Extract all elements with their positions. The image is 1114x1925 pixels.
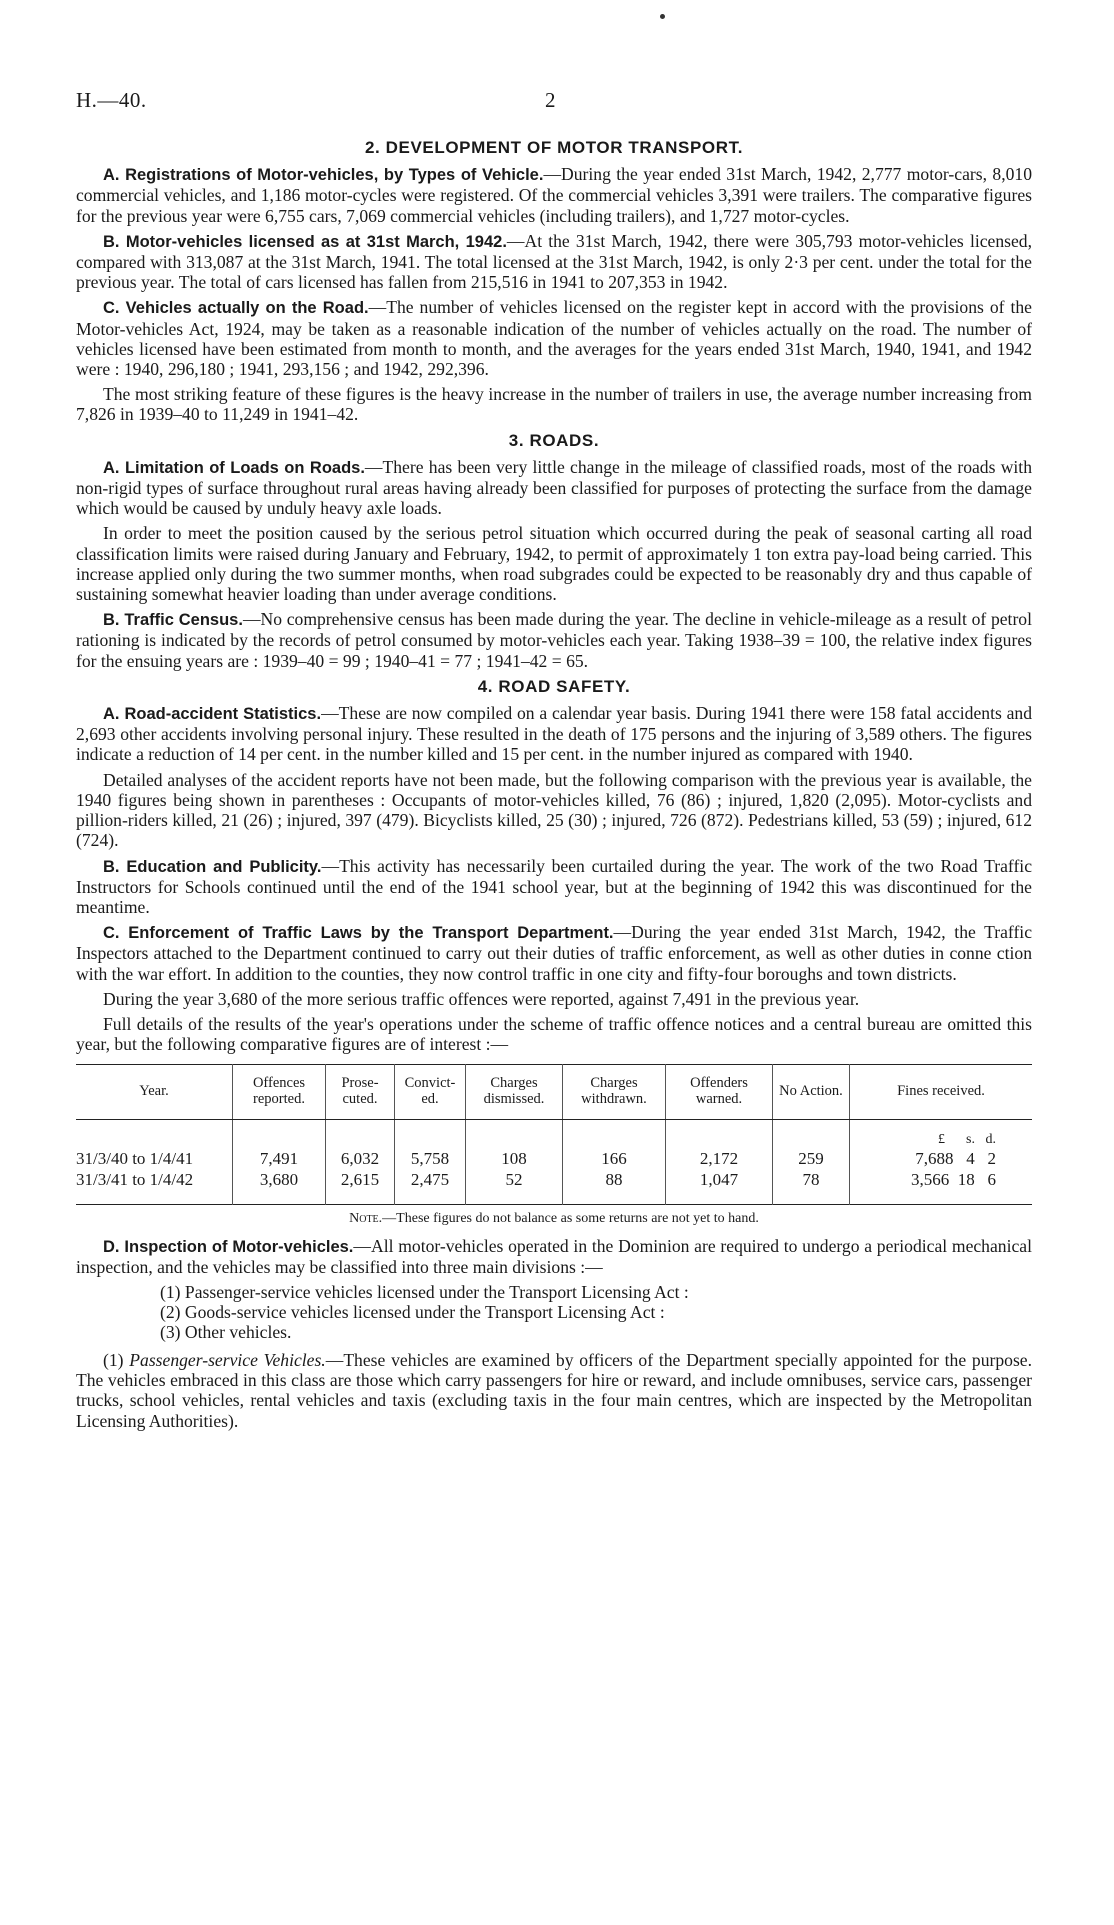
cell-year: 31/3/41 to 1/4/42 (76, 1169, 233, 1205)
paragraph-accident-analyses: Detailed analyses of the accident reports have not been made, but the following comparison with the previous year is available, the 1940 figures being shown in parentheses : Occupants of motor-vehicles killed, 76 (86) ; injured, 1,820 (2,095). Motor-cyclists and pillion-riders killed, 21 (26) ; injured, 397 (479). Bicyclists killed, 25 (30) ; injured, 726 (872). Pedestrians killed, 53 (59) ; injured, 612 (724). (76, 769, 1032, 851)
column-header-offenders-warned: Offenders warned. (666, 1065, 773, 1120)
table-note (76, 1209, 1032, 1229)
paragraph-passenger-service (76, 1350, 1032, 1431)
paragraph-text: —All motor-vehicles operated in the Dominion are required to undergo a periodical mechanical inspection, and the vehicles may be classified into three main divisions :— (76, 1235, 1032, 1277)
column-header-prosecuted: Prose-cuted. (326, 1065, 395, 1120)
cell-offenders-warned: 1,047 (666, 1169, 773, 1205)
section-heading-roads: 3. ROADS. (508, 430, 600, 450)
page-identifier: H.—40. (76, 88, 147, 112)
column-header-convicted: Convict-ed. (395, 1065, 466, 1120)
run-in-heading: B. Motor-vehicles licensed as at 31st March, 1942. (103, 232, 507, 251)
paragraph-text: —This activity has necessarily been curtailed during the year. The work of the two Road Traffic Instructors for Schools continued until the end of the 1941 school year, but at the beginning of 1942 this was discontinued for the meantime. (76, 855, 1032, 917)
paragraph-load-limitation (76, 457, 1032, 519)
paragraph-full-details: Full details of the results of the year's operations under the scheme of traffic offence notices and a central bureau are omitted this year, but the following comparative figures are of interest :— (76, 1013, 1032, 1055)
paragraph-text: —During the year ended 31st March, 1942, the Traffic Inspectors attached to the Department continued to carry out their duties of traffic enforcement, as well as other duties in conne ction with the war effort. In addition to the counties, they now control traffic in one city and fifty-four boroughs and town districts. (76, 922, 1032, 984)
cell-offenders-warned: 2,172 (666, 1148, 773, 1169)
cell-year: 31/3/40 to 1/4/41 (76, 1148, 233, 1169)
cell-no-action: 259 (773, 1148, 850, 1169)
run-in-heading: B. Education and Publicity. (103, 857, 322, 876)
paragraph-education (76, 856, 1032, 918)
paragraph-text: —These are now compiled on a calendar year basis. During 1941 there were 158 fatal accidents and 2,693 other accidents involving personal injury. These resulted in the death of 175 persons and the injuring of 3,589 others. The figures indicate a reduction of 14 per cent. in the number killed and 15 per cent. in the number injured as compared with 1940. (76, 703, 1032, 765)
column-header-no-action: No Action. (773, 1065, 850, 1120)
paragraph-licensed (76, 231, 1032, 293)
cell-fines-received: 7,688 4 2 (915, 1149, 996, 1169)
paragraph-offences-reported: During the year 3,680 of the more serious traffic offences were reported, against 7,491 in the previous year. (103, 988, 860, 1009)
paragraph-enforcement (76, 922, 1032, 984)
page-content (76, 132, 1032, 1436)
cell-prosecuted: 2,615 (326, 1169, 395, 1205)
paragraph-text: —At the 31st March, 1942, there were 305,793 motor-vehicles licensed, compared with 313,087 at the 31st March, 1941. The total licensed at the 31st March, 1942, is only 2·3 per cent. under the total for the previous year. The total of cars licensed has fallen from 215,516 in 1941 to 207,353 in 1942. (76, 230, 1032, 293)
column-header-year: Year. (76, 1065, 233, 1120)
paragraph-inspection (76, 1236, 1032, 1277)
paragraph-accident-statistics (76, 703, 1032, 765)
cell-convicted: 2,475 (395, 1169, 466, 1205)
cell-charges-withdrawn: 166 (563, 1148, 666, 1169)
vehicle-divisions-list (76, 1282, 1032, 1342)
run-in-heading: A. Limitation of Loads on Roads. (103, 458, 365, 477)
list-item: (2) Goods-service vehicles licensed under the Transport Licensing Act : (160, 1301, 665, 1322)
column-header-offences-reported: Offences reported. (233, 1065, 326, 1120)
note-text: —These figures do not balance as some returns are not yet to hand. (382, 1211, 759, 1227)
list-item: (3) Other vehicles. (160, 1321, 292, 1342)
paragraph-text: —No comprehensive census has been made during the year. The decline in vehicle-mileage as a result of petrol rationing is indicated by the records of petrol consumed by motor-vehicles each year. Taking 1938–39 = 100, the relative index figures for the ensuing years are : 1939–40 = 99 ; 1940–41 = 77 ; 1941–42 = 65. (76, 609, 1032, 671)
column-header-charges-dismissed: Charges dismissed. (466, 1065, 563, 1120)
note-label: Note. (349, 1211, 383, 1227)
run-in-heading: A. Registrations of Motor-vehicles, by Types of Vehicle. (103, 166, 544, 185)
table-row (76, 1169, 1032, 1205)
run-in-heading: C. Enforcement of Traffic Laws by the Transport Department. (103, 924, 614, 943)
column-header-charges-withdrawn: Charges withdrawn. (563, 1065, 666, 1120)
list-item: (1) Passenger-service vehicles licensed under the Transport Licensing Act : (160, 1281, 689, 1302)
item-number: (1) (103, 1349, 124, 1370)
paragraph-vehicles-on-road (76, 297, 1032, 379)
fines-units-label: £ s. d. (938, 1132, 996, 1148)
cell-charges-dismissed: 108 (466, 1148, 563, 1169)
traffic-offences-table (76, 1064, 1032, 1205)
print-mark (660, 14, 665, 19)
paragraph-text: —The number of vehicles licensed on the register kept in accord with the provisions of the Motor-vehicles Act, 1924, may be taken as a reasonable indication of the number of vehicles actually on the road. The number of vehicles licensed have been estimated from month to month, and the averages for the years ended 31st March, 1940, 1941, and 1942 were : 1940, 296,180 ; 1941, 293,156 ; and 1942, 292,396. (76, 297, 1032, 380)
cell-offences-reported: 3,680 (233, 1169, 326, 1205)
section-heading-motor-transport: 2. DEVELOPMENT OF MOTOR TRANSPORT. (364, 138, 744, 157)
paragraph-petrol-situation: In order to meet the position caused by the serious petrol situation which occurred during the peak of seasonal carting all road classification limits were raised during January and February, 1942, to permit of approximately 1 ton extra pay-load being carried. This increase applied only during the two summer months, when road subgrades could be expected to be reasonably dry and thus capable of sustaining somewhat heavier loading than under average conditions. (76, 523, 1032, 605)
paragraph-text: —During the year ended 31st March, 1942, 2,777 motor-cars, 8,010 commercial vehicles, and 1,186 motor-cycles were registered. Of the commercial vehicles 3,391 were trailers. The comparative figures for the previous year were 6,755 cars, 7,069 commercial vehicles (including trailers), and 1,727 motor-cycles. (76, 164, 1032, 226)
run-in-heading: A. Road-accident Statistics. (103, 705, 322, 724)
run-in-heading: C. Vehicles actually on the Road. (103, 299, 369, 318)
paragraph-traffic-census (76, 609, 1032, 671)
table-header-row (76, 1065, 1032, 1120)
section-heading-road-safety: 4. ROAD SAFETY. (477, 676, 631, 696)
page-number: 2 (545, 88, 556, 112)
run-in-heading: D. Inspection of Motor-vehicles. (103, 1237, 354, 1256)
cell-convicted: 5,758 (395, 1148, 466, 1169)
cell-fines-received: 3,566 18 6 (911, 1170, 996, 1190)
cell-charges-dismissed: 52 (466, 1169, 563, 1205)
table-row (76, 1148, 1032, 1169)
table-units-row (76, 1120, 1032, 1149)
run-in-heading: B. Traffic Census. (103, 611, 243, 630)
column-header-fines-received: Fines received. (850, 1065, 1033, 1120)
paragraph-text: —These vehicles are examined by officers of the Department specially appointed for the purpose. The vehicles embraced in this class are those which carry passengers for hire or reward, and include omnibuses, service cars, passenger trucks, school vehicles, rental vehicles and taxis (excluding taxis in the four main centres, which are inspected by the Metropolitan Licensing Authorities). (76, 1349, 1032, 1431)
cell-prosecuted: 6,032 (326, 1148, 395, 1169)
cell-no-action: 78 (773, 1169, 850, 1205)
cell-offences-reported: 7,491 (233, 1148, 326, 1169)
italic-heading: Passenger-service Vehicles. (129, 1349, 326, 1370)
paragraph-trailers: The most striking feature of these figures is the heavy increase in the number of trailers in use, the average number increasing from 7,826 in 1939–40 to 11,249 in 1941–42. (76, 384, 1032, 425)
paragraph-registrations (76, 164, 1032, 226)
paragraph-text: —There has been very little change in the mileage of classified roads, most of the roads with non-rigid types of surface throughout rural areas having already been classified for purposes of protecting the surface from the damage which would be caused by unduly heavy axle loads. (76, 456, 1032, 519)
cell-charges-withdrawn: 88 (563, 1169, 666, 1205)
